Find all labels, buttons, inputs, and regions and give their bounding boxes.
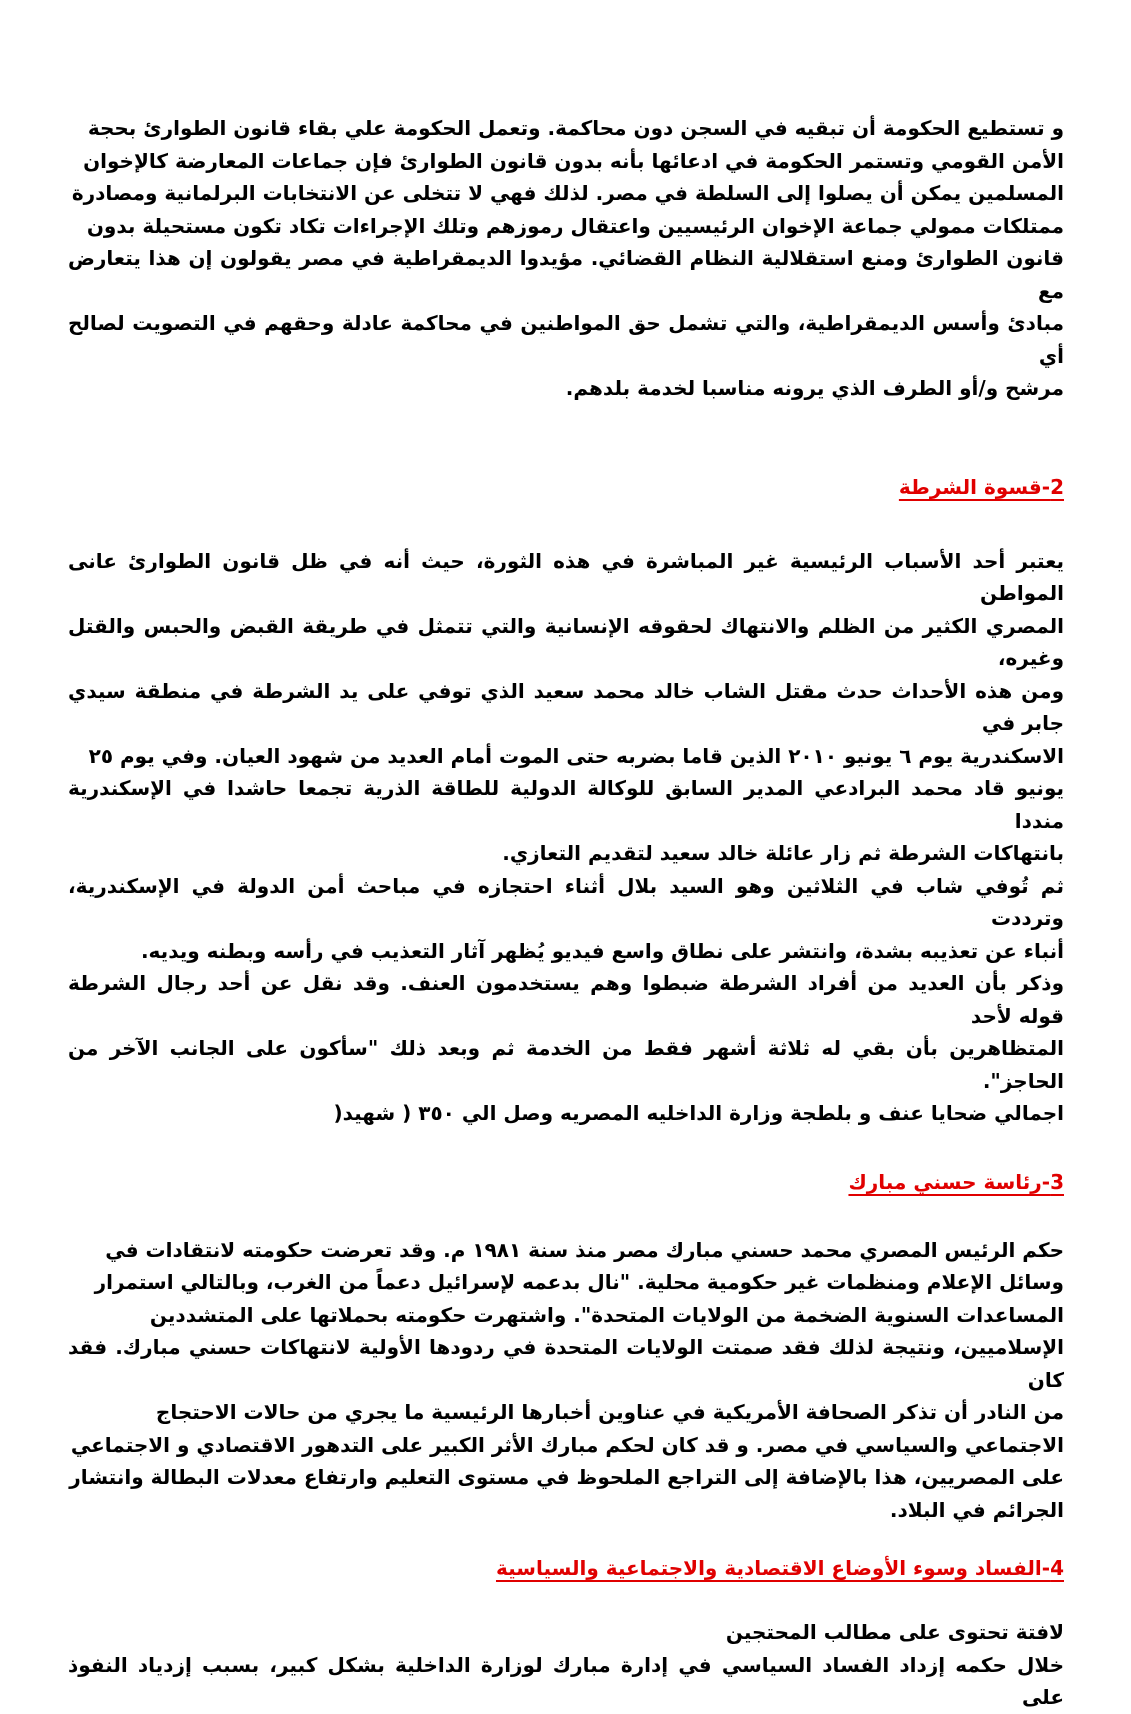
paragraph-police-brutality (68, 545, 1064, 1130)
text-line: وذكر بأن العديد من أفراد الشرطة ضبطوا وهم يستخدمون العنف. وقد نقل عن أحد رجال الشرطة قوله لأحد (68, 971, 1064, 1028)
section-heading-mubarak-presidency: 3-رئاسة حسني مبارك (848, 1169, 1064, 1194)
text-line: حكم الرئيس المصري محمد حسني مبارك مصر منذ سنة ١٩٨١ م. وقد تعرضت حكومته لانتقادات في (105, 1237, 1064, 1262)
text-line: يعتبر أحد الأسباب الرئيسية غير المباشرة في هذه الثورة، حيث أنه في ظل قانون الطوارئ عانى المواطن (68, 548, 1064, 605)
text-line: على المصريين، هذا بالإضافة إلى التراجع الملحوظ في مستوى التعليم وارتفاع معدلات البطالة وانتشار (69, 1465, 1064, 1489)
text-line: بانتهاكات الشرطة ثم زار عائلة خالد سعيد لتقديم التعازي. (502, 841, 1064, 865)
text-line: مرشح و/أو الطرف الذي يرونه مناسبا لخدمة بلدهم. (565, 376, 1064, 400)
text-line: الأمن القومي وتستمر الحكومة في ادعائها بأنه بدون قانون الطوارئ فإن جماعات المعارضة كالإخوان (83, 148, 1064, 173)
text-line: المصري الكثير من الظلم والانتهاك لحقوقه الإنسانية والتي تتمثل في طريقة القبض والحبس والقتل وغيره، (68, 613, 1064, 670)
text-line: وسائل الإعلام ومنظمات غير حكومية محلية. "نال بدعمه لإسرائيل دعماً من الغرب، وبالتالي استمرار (94, 1270, 1064, 1294)
text-line: اجمالي ضحايا عنف و بلطجة وزارة الداخليه المصريه وصل الي ٣٥٠ ( شهيد( (333, 1101, 1064, 1125)
section-heading-police-brutality: 2-قسوة الشرطة (898, 474, 1064, 499)
text-line: ومن هذه الأحداث حدث مقتل الشاب خالد محمد سعيد الذي توفي على يد الشرطة في منطقة سيدي جابر في (68, 678, 1064, 735)
section-heading-corruption: 4-الفساد وسوء الأوضاع الاقتصادية والاجتماعية والسياسية (495, 1556, 1064, 1580)
text-line: قانون الطوارئ ومنع استقلالية النظام القضائي. مؤيدوا الديمقراطية في مصر يقولون إن هذا يتعارض مع (68, 246, 1064, 303)
document-page (68, 108, 1064, 1714)
text-line: لافتة تحتوى على مطالب المحتجين (725, 1620, 1064, 1644)
text-line: المتظاهرين بأن بقي له ثلاثة أشهر فقط من الخدمة ثم وبعد ذلك "سأكون على الجانب الآخر من الحاجز". (68, 1036, 1064, 1093)
paragraph-emergency-law (68, 112, 1064, 405)
text-line: الإسلاميين، ونتيجة لذلك فقد صمتت الولايات المتحدة في ردودها الأولية لانتهاكات حسني مبارك. فقد كان (68, 1335, 1064, 1392)
text-line: يونيو قاد محمد البرادعي المدير السابق للوكالة الدولية للطاقة الذرية تجمعا حاشدا في الإسكندرية منددا (68, 776, 1064, 833)
text-line: الاجتماعي والسياسي في مصر. و قد كان لحكم مبارك الأثر الكبير على التدهور الاقتصادي و الاجتماعي (70, 1432, 1064, 1457)
text-line: من النادر أن تذكر الصحافة الأمريكية في عناوين أخبارها الرئيسية ما يجري من حالات الاحتجاج (155, 1400, 1064, 1424)
paragraph-corruption (68, 1616, 1064, 1714)
text-line: الجرائم في البلاد. (889, 1497, 1064, 1522)
text-line: الاسكندرية يوم ٦ يونيو ٢٠١٠ الذين قاما بضربه حتى الموت أمام العديد من شهود العيان. وفي يوم ٢٥ (88, 743, 1064, 768)
text-line: المساعدات السنوية الضخمة من الولايات المتحدة". واشتهرت حكومته بحملاتها على المتشددين (149, 1302, 1064, 1327)
text-line: المسلمين يمكن أن يصلوا إلى السلطة في مصر. لذلك فهي لا تتخلى عن الانتخابات البرلمانية ومصادرة (71, 181, 1064, 205)
paragraph-mubarak-presidency (68, 1234, 1064, 1527)
text-line: ثم تُوفي شاب في الثلاثين وهو السيد بلال أثناء احتجازه في مباحث أمن الدولة في الإسكندرية، وترددت (68, 873, 1064, 930)
text-line: ممتلكات ممولي جماعة الإخوان الرئيسيين واعتقال رموزهم وتلك الإجراءات تكاد تكون مستحيلة بدون (86, 213, 1064, 238)
text-line: و تستطيع الحكومة أن تبقيه في السجن دون محاكمة. وتعمل الحكومة علي بقاء قانون الطوارئ بحجة (87, 116, 1064, 140)
text-line: أنباء عن تعذيبه بشدة، وانتشر على نطاق واسع فيديو يُظهر آثار التعذيب في رأسه وبطنه ويديه. (140, 938, 1064, 963)
text-line: مبادئ وأسس الديمقراطية، والتي تشمل حق المواطنين في محاكمة عادلة وحقهم في التصويت لصالح أي (68, 311, 1064, 368)
text-line: خلال حكمه إزداد الفساد السياسي في إدارة مبارك لوزارة الداخلية بشكل كبير، بسبب إزدياد النفوذ على (68, 1652, 1064, 1709)
